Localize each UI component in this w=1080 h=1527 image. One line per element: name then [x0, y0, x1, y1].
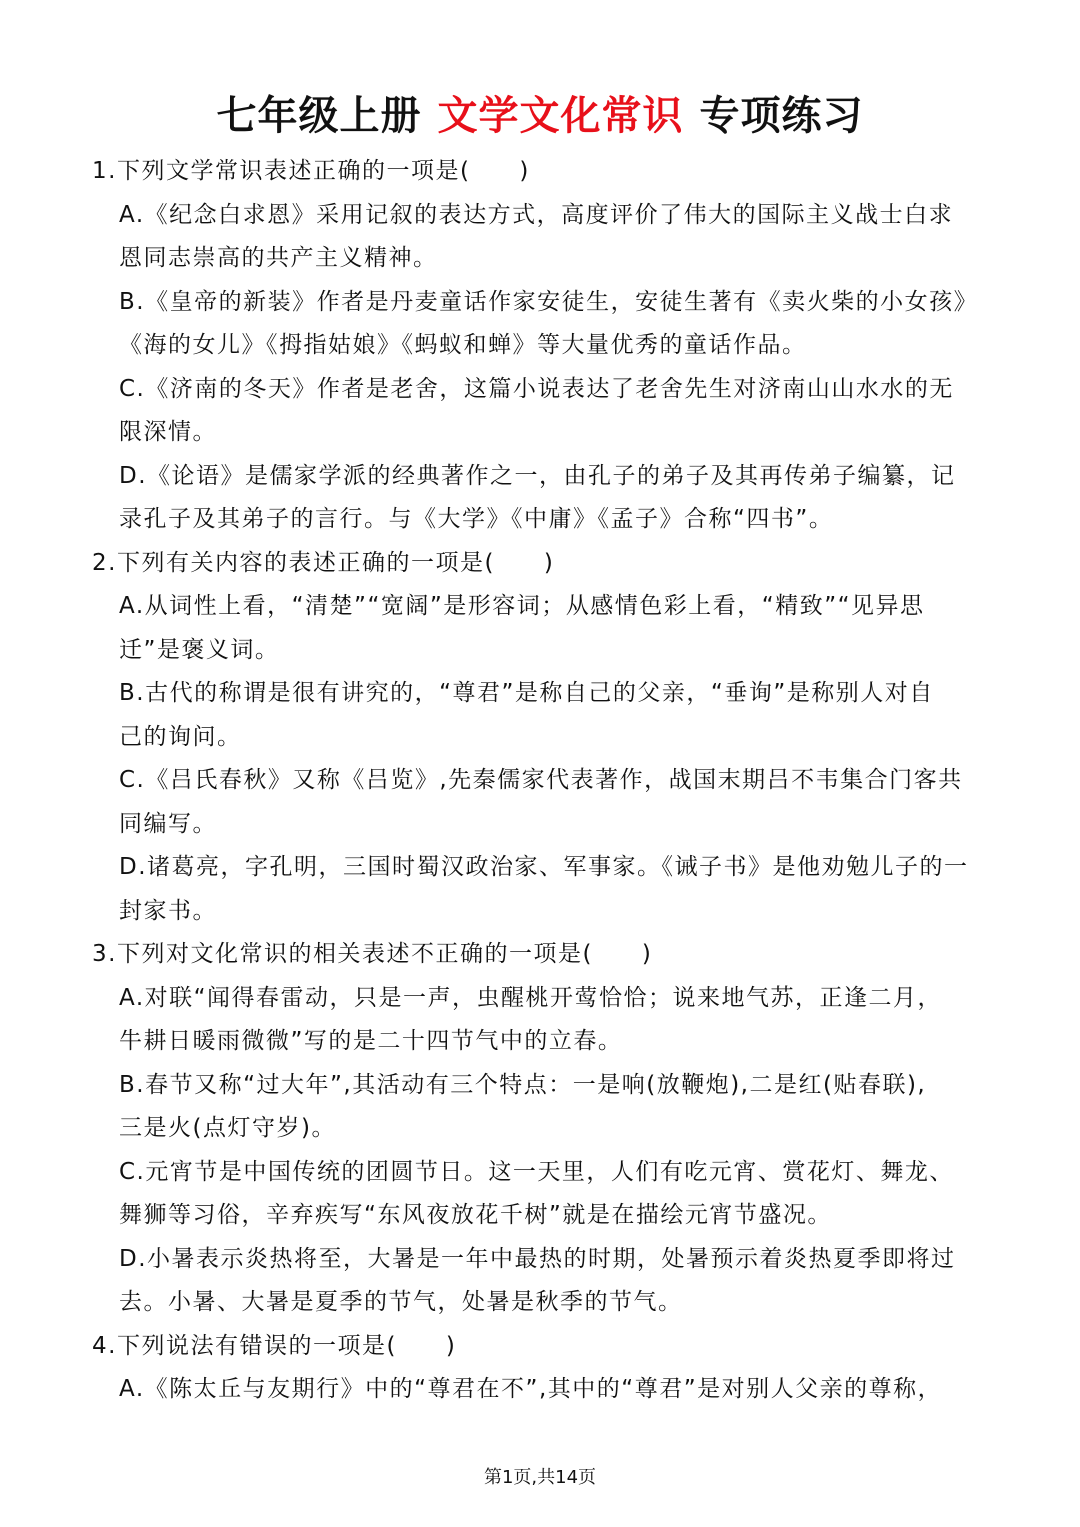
question-stem: 4.下列说法有错误的一项是( ): [92, 1332, 457, 1359]
question-stem: 3.下列对文化常识的相关表述不正确的一项是( ): [92, 941, 653, 967]
question-2: [92, 542, 992, 934]
option-line: 限深情。: [119, 419, 217, 445]
option-line: A.从词性上看，“清楚”“宽阔”是形容词；从感情色彩上看，“精致”“见异思: [119, 593, 925, 619]
option-line: 三是火(点灯守岁)。: [119, 1115, 336, 1141]
title-topic: 文学文化常识: [437, 93, 684, 139]
page-title: [0, 86, 1080, 146]
option-line: D.诸葛亮，字孔明，三国时蜀汉政治家、军事家。《诫子书》是他劝勉儿子的一: [119, 854, 969, 880]
option-line: 同编写。: [119, 810, 217, 837]
option-d: [92, 1238, 992, 1325]
question-list: [92, 150, 992, 1412]
option-line: 去。小暑、大暑是夏季的节气，处暑是秋季的节气。: [119, 1289, 683, 1315]
question-stem: 2.下列有关内容的表述正确的一项是( ): [92, 549, 555, 576]
option-line: A.《陈太丘与友期行》中的“尊君在不”,其中的“尊君”是对别人父亲的尊称，: [119, 1376, 943, 1402]
option-line: A.对联“闻得春雷动，只是一声，虫醒桃开莺恰恰；说来地气苏，正逢二月，: [119, 984, 943, 1011]
option-line: B.春节又称“过大年”,其活动有三个特点：一是响(放鞭炮),二是红(贴春联),: [119, 1071, 927, 1098]
option-b: [92, 672, 992, 759]
option-line: A.《纪念白求恩》采用记叙的表达方式，高度评价了伟大的国际主义战士白求: [119, 201, 954, 228]
option-a: [92, 977, 992, 1064]
option-line: C.《济南的冬天》作者是老舍，这篇小说表达了老舍先生对济南山山水水的无: [119, 375, 954, 402]
option-line: B.《皇帝的新装》作者是丹麦童话作家安徒生，安徒生著有《卖火柴的小女孩》: [119, 288, 979, 315]
option-line: C.《吕氏春秋》又称《吕览》,先秦儒家代表著作，战国末期吕不韦集合门客共: [119, 767, 963, 793]
option-b: [92, 1064, 992, 1151]
option-line: 迁”是褒义词。: [119, 636, 280, 663]
option-line: D.小暑表示炎热将至，大暑是一年中最热的时期，处暑预示着炎热夏季即将过: [119, 1245, 956, 1272]
option-line: 封家书。: [119, 897, 217, 924]
option-a: [92, 1368, 992, 1412]
option-d: [92, 455, 992, 542]
question-4: [92, 1325, 992, 1412]
question-1: [92, 150, 992, 542]
option-line: B.古代的称谓是很有讲究的，“尊君”是称自己的父亲，“垂询”是称别人对自: [119, 680, 934, 706]
option-line: 牛耕日暖雨微微”写的是二十四节气中的立春。: [119, 1028, 623, 1054]
option-line: C.元宵节是中国传统的团圆节日。这一天里，人们有吃元宵、赏花灯、舞龙、: [119, 1158, 954, 1185]
option-a: [92, 194, 992, 281]
question-stem: 1.下列文学常识表述正确的一项是( ): [92, 158, 530, 184]
option-line: D.《论语》是儒家学派的经典著作之一，由孔子的弟子及其再传弟子编纂，记: [119, 462, 956, 489]
option-line: 恩同志崇高的共产主义精神。: [119, 245, 438, 271]
option-line: 录孔子及其弟子的言行。与《大学》《中庸》《孟子》合称“四书”。: [119, 506, 834, 532]
option-c: [92, 759, 992, 846]
option-line: 《海的女儿》《拇指姑娘》《蚂蚁和蝉》等大量优秀的童话作品。: [119, 332, 807, 358]
title-grade: 七年级上册: [216, 93, 422, 139]
option-c: [92, 368, 992, 455]
question-3: [92, 933, 992, 1325]
option-line: 舞狮等习俗，辛弃疾写“东风夜放花千树”就是在描绘元宵节盛况。: [119, 1202, 832, 1228]
option-b: [92, 281, 992, 368]
option-c: [92, 1151, 992, 1238]
option-d: [92, 846, 992, 933]
option-a: [92, 585, 992, 672]
option-line: 己的询问。: [119, 723, 242, 750]
page-number: 第1页,共14页: [483, 1467, 597, 1488]
title-practice: 专项练习: [699, 93, 864, 139]
